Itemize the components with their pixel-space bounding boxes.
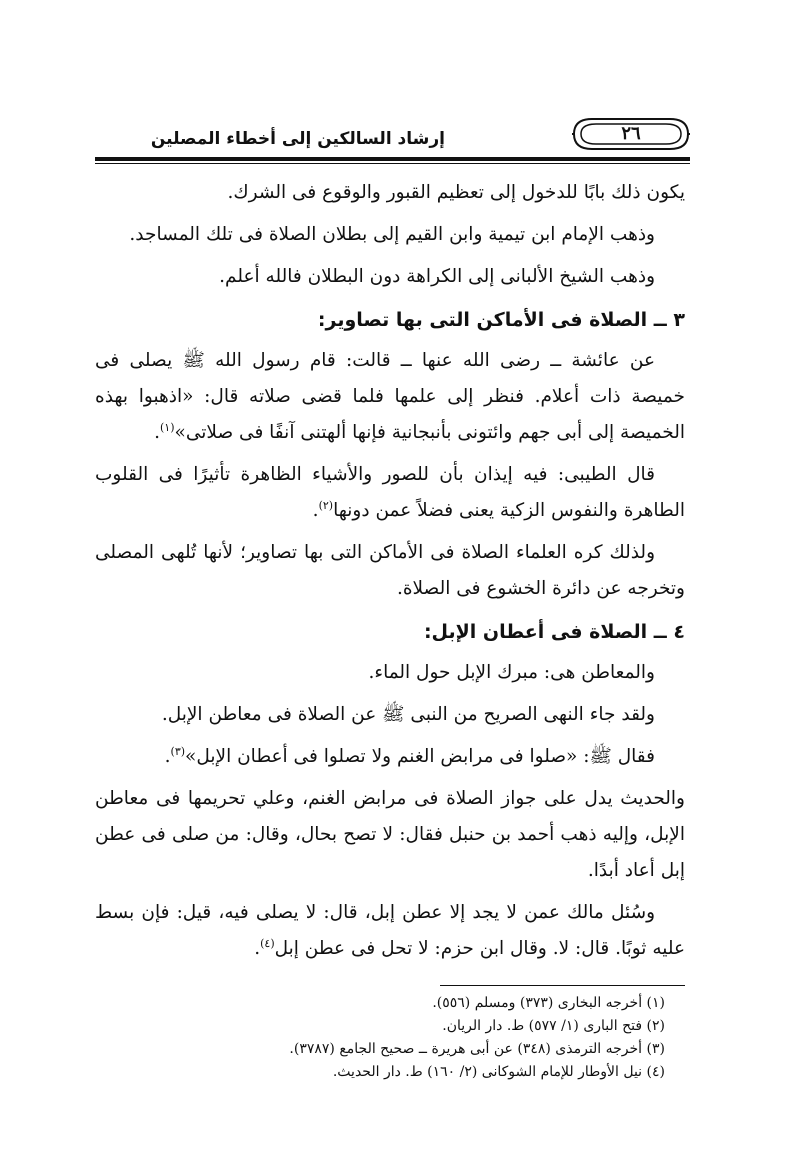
paragraph-6: ولذلك كره العلماء الصلاة فى الأماكن التى بها تصاوير؛ لأنها تُلهى المصلى وتخرجه عن دائرة الخشوع فى الصلاة. [95,542,685,599]
paragraph-4-end: . [154,422,160,443]
paragraph-5-end: . [312,500,319,521]
paragraph-9-end: . [164,746,171,767]
paragraph-4-text: عن عائشة ــ رضى الله عنها ــ قالت: قام رسول الله ﷺ يصلى فى خميصة ذات أعلام. فنظر إلى علمها فلما قضى صلاته قال: «اذهبوا بهذه الخميصة إلى أبى جهم وائتونى بأنبجانية فإنها ألهتنى آنفًا فى صلاتى» [95,350,685,443]
page-number-badge [572,115,690,153]
footnote-1: (١) أخرجه البخارى (٣٧٣) ومسلم (٥٥٦). [432,995,665,1011]
main-text [95,175,685,973]
section-heading-4: ٤ ــ الصلاة فى أعطان الإبل: [423,621,685,643]
footnote-ref-4: (٤) [260,936,275,950]
paragraph-1: يكون ذلك بابًا للدخول إلى تعظيم القبور والوقوع فى الشرك. [227,182,685,203]
paragraph-7: والمعاطن هى: مبرك الإبل حول الماء. [368,662,655,683]
page-header [95,115,690,163]
header-rule-thick [95,157,690,161]
paragraph-3: وذهب الشيخ الألبانى إلى الكراهة دون البطلان فالله أعلم. [219,266,655,287]
header-rule-thin [95,163,690,164]
footnote-ref-1: (١) [160,420,175,434]
running-title: إرشاد السالكين إلى أخطاء المصلين [150,129,445,149]
paragraph-8: ولقد جاء النهى الصريح من النبى ﷺ عن الصلاة فى معاطن الإبل. [161,704,655,725]
paragraph-5 [95,457,685,529]
page-number: ٢٦ [621,123,641,144]
paragraph-11 [95,895,685,967]
paragraph-11-text: وسُئل مالك عمن لا يجد إلا عطن إبل، قال: لا يصلى فيه، قيل: فإن بسط عليه ثوبًا. قال: لا. وقال ابن حزم: لا تحل فى عطن إبل [95,902,685,959]
paragraph-5-text: قال الطيبى: فيه إيذان بأن للصور والأشياء الظاهرة تأثيرًا فى القلوب الطاهرة والنفوس الزكية يعنى فضلاً عمن دونها [95,464,685,521]
footnote-rule [440,985,685,986]
footnote-3: (٣) أخرجه الترمذى (٣٤٨) عن أبى هريرة ــ صحيح الجامع (٣٧٨٧). [289,1041,665,1057]
paragraph-9 [95,739,685,775]
paragraph-4 [95,343,685,451]
paragraph-9-text: فقال ﷺ: «صلوا فى مرابض الغنم ولا تصلوا فى أعطان الإبل» [185,746,655,767]
footnote-ref-2: (٢) [318,498,334,512]
section-heading-3: ٣ ــ الصلاة فى الأماكن التى بها تصاوير: [317,309,685,331]
footnote-4: (٤) نيل الأوطار للإمام الشوكانى (٢/ ١٦٠) ط. دار الحديث. [332,1064,665,1080]
paragraph-10: والحديث يدل على جواز الصلاة فى مرابض الغنم، وعلي تحريمها فى معاطن الإبل، وإليه ذهب أحمد بن حنبل فقال: لا تصح بحال، وقال: من صلى فى عطن إبل أعاد أبدًا. [95,788,685,881]
paragraph-2: وذهب الإمام ابن تيمية وابن القيم إلى بطلان الصلاة فى تلك المساجد. [129,224,655,245]
footnote-ref-3: (٣) [170,744,186,758]
paragraph-11-end: . [254,938,261,959]
footnote-2: (٢) فتح البارى (١/ ٥٧٧) ط. دار الريان. [442,1018,665,1034]
footnotes [95,992,685,1084]
